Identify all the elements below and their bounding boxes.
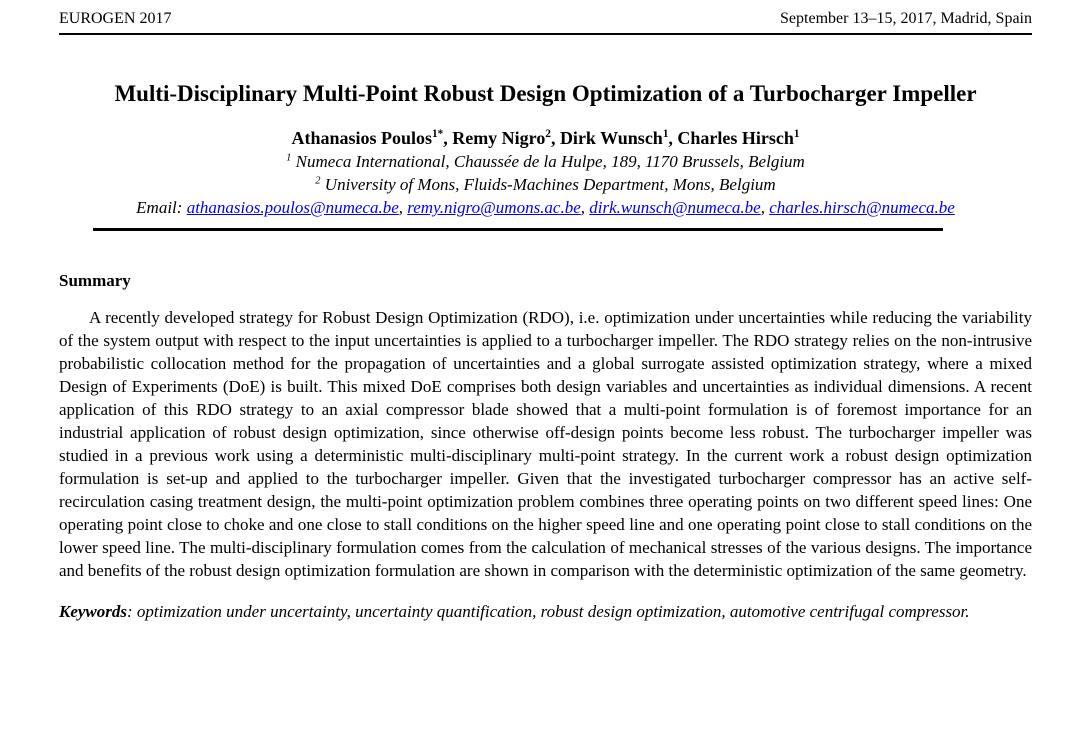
email-link[interactable]: charles.hirsch@numeca.be bbox=[769, 198, 955, 217]
affiliation-text: University of Mons, Fluids-Machines Department, Mons, Belgium bbox=[320, 175, 776, 194]
email-separator: , bbox=[580, 198, 590, 217]
conference-date-location: September 13–15, 2017, Madrid, Spain bbox=[780, 10, 1032, 27]
keywords-text: : optimization under uncertainty, uncertainty quantification, robust design optimization, automotive centrifugal compressor. bbox=[127, 602, 970, 621]
author-separator: , bbox=[668, 128, 678, 148]
author bbox=[452, 128, 551, 148]
author-name: Athanasios Poulos bbox=[291, 128, 433, 148]
author-name: Charles Hirsch bbox=[677, 128, 794, 148]
title-block-rule bbox=[93, 228, 943, 231]
conference-name: EUROGEN 2017 bbox=[59, 10, 172, 27]
keywords-line bbox=[59, 600, 1032, 623]
author-separator: , bbox=[550, 128, 560, 148]
affiliation-superscript: 2 bbox=[315, 175, 321, 187]
affiliation-text: Numeca International, Chaussée de la Hulpe, 189, 1170 Brussels, Belgium bbox=[291, 152, 805, 171]
email-link[interactable]: remy.nigro@umons.ac.be bbox=[407, 198, 581, 217]
running-header bbox=[59, 10, 1032, 35]
author-affiliation-superscript: 1 bbox=[793, 128, 800, 140]
email-link[interactable]: athanasios.poulos@numeca.be bbox=[186, 198, 399, 217]
summary-heading: Summary bbox=[59, 271, 131, 290]
author-affiliation-superscript: 2 bbox=[545, 128, 551, 140]
author-name: Dirk Wunsch bbox=[559, 128, 663, 148]
email-separator: , bbox=[760, 198, 770, 217]
email-label: Email: bbox=[136, 198, 187, 217]
author-name: Remy Nigro bbox=[452, 128, 546, 148]
affiliation-superscript: 1 bbox=[286, 152, 292, 164]
email-line bbox=[59, 196, 1032, 219]
author bbox=[292, 128, 444, 148]
author bbox=[560, 128, 668, 148]
summary-paragraph: A recently developed strategy for Robust Design Optimization (RDO), i.e. optimization under uncertainties while reducing the variability of the system output with respect to the input uncertainties is applied to a turbocharger impeller. The RDO strategy relies on the non-intrusive probabilistic collocation method for the propagation of uncertainties and a global surrogate assisted optimization strategy, where a mixed Design of Experiments (DoE) is built. This mixed DoE comprises both design variables and uncertainties as individual dimensions. A recent application of this RDO strategy to an axial compressor blade showed that a multi-point formulation is of foremost importance for an industrial application of robust design optimization, since otherwise off-design points become less robust. The turbocharger impeller was studied in a previous work using a deterministic multi-disciplinary multi-point strategy. In the current work a robust design optimization formulation is set-up and applied to the turbocharger impeller. Given that the investigated turbocharger compressor has an active self-recirculation casing treatment design, the multi-point optimization problem combines three operating points on two different speed lines: One operating point close to choke and one close to stall conditions on the higher speed line and one operating point close to stall conditions on the lower speed line. The multi-disciplinary formulation comes from the calculation of mechanical stresses of the various designs. The importance and benefits of the robust design optimization formulation are shown in comparison with the deterministic optimization of the same geometry. bbox=[59, 308, 1032, 580]
affiliation-line bbox=[59, 173, 1032, 196]
keywords-label: Keywords bbox=[59, 602, 127, 621]
email-link[interactable]: dirk.wunsch@numeca.be bbox=[589, 198, 761, 217]
author-affiliation-superscript: 1* bbox=[432, 128, 444, 140]
email-separator: , bbox=[398, 198, 408, 217]
affiliation-line bbox=[59, 150, 1032, 173]
author bbox=[677, 128, 799, 148]
author-affiliation-superscript: 1 bbox=[662, 128, 669, 140]
author-line bbox=[59, 127, 1032, 150]
paper-title: Multi-Disciplinary Multi-Point Robust Design Optimization of a Turbocharger Impeller bbox=[114, 81, 977, 106]
author-separator: , bbox=[443, 128, 453, 148]
